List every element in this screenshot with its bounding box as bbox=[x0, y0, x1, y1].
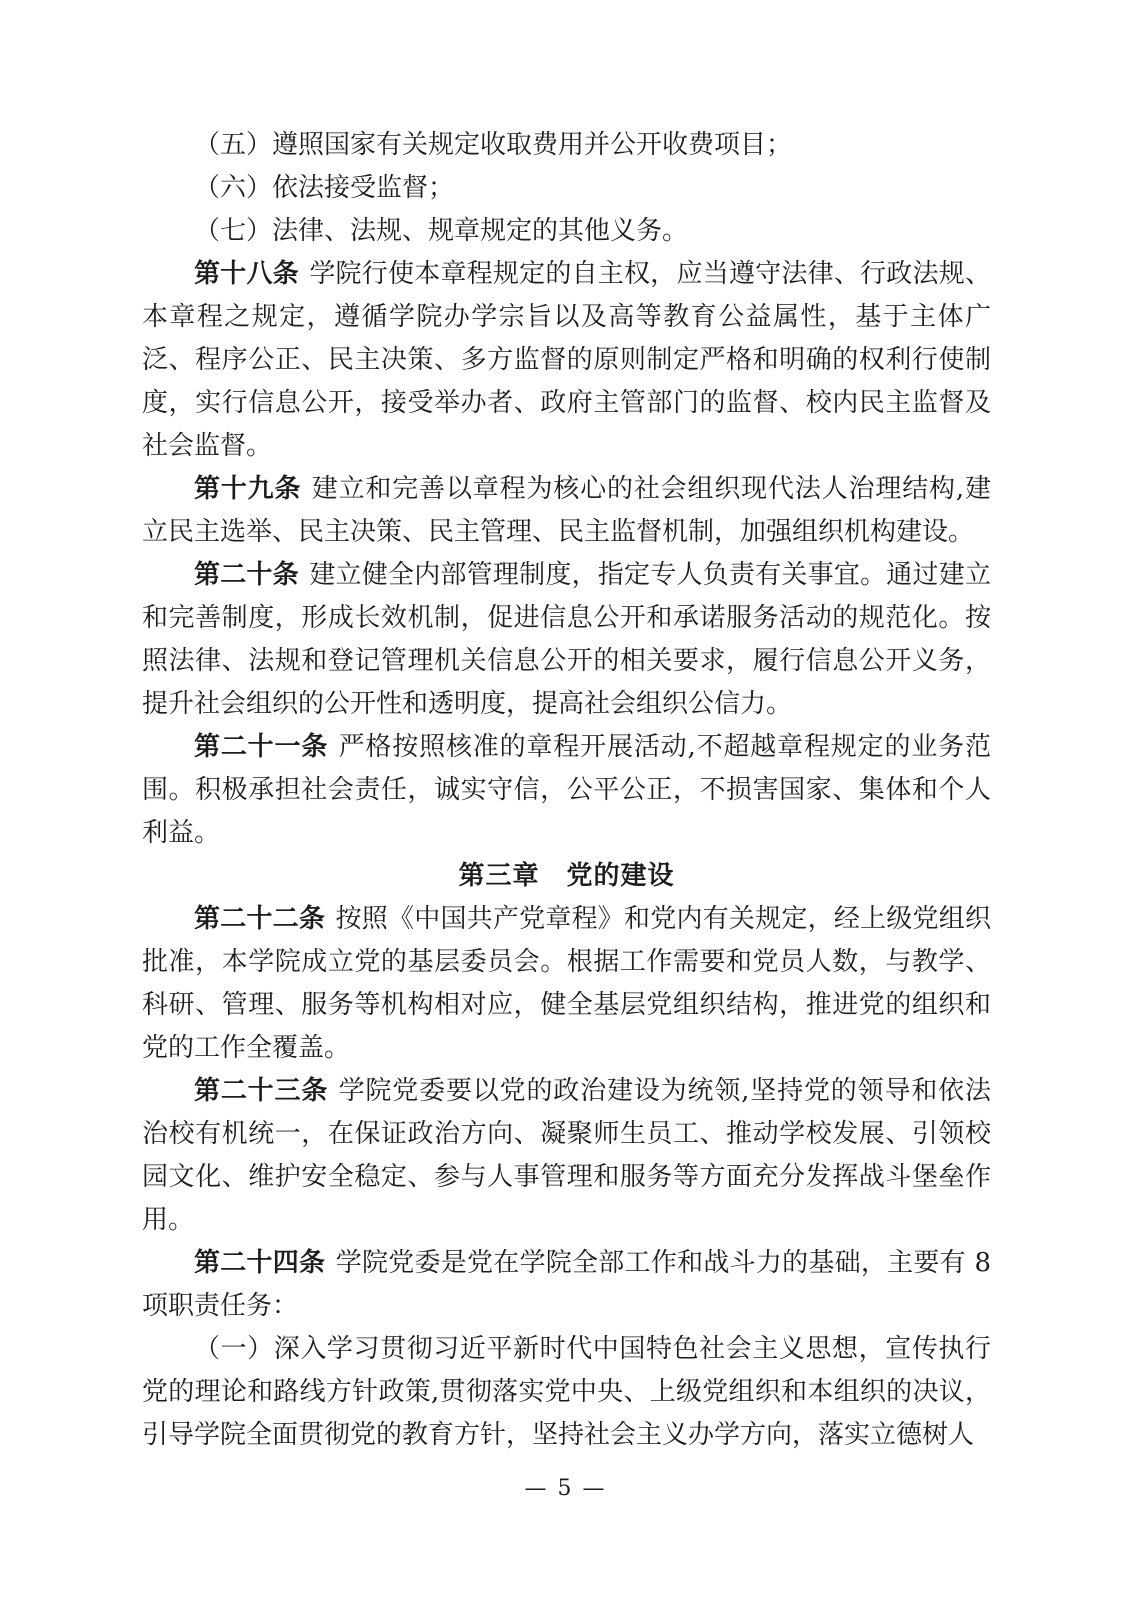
paragraph: （六）依法接受监督； bbox=[194, 173, 455, 203]
article-text: 按照《中国共产党章程》和党内有关规定，经上级党组织批准，本学院成立党的基层委员会。根据工作需要和党员人数，与教学、科研、管理、服务等机构相对应，健全基层党组织结构，推进党的组织和党的工作全覆盖。 bbox=[142, 904, 991, 1063]
article-paragraph bbox=[142, 554, 991, 726]
article-text: 学院党委要以党的政治建设为统领,坚持党的领导和依法治校有机统一，在保证政治方向、凝聚师生员工、推动学校发展、引领校园文化、维护安全稳定、参与人事管理和服务等方面充分发挥战斗堡垒作用。 bbox=[142, 1076, 991, 1235]
paragraph: （七）法律、法规、规章规定的其他义务。 bbox=[194, 216, 689, 246]
page-number: — 5 — bbox=[524, 1476, 607, 1501]
article-number: 第十九条 bbox=[194, 474, 302, 504]
article-number: 第二十三条 bbox=[194, 1076, 329, 1106]
article-paragraph bbox=[142, 1242, 991, 1328]
article-paragraph bbox=[142, 468, 991, 554]
document-body bbox=[142, 124, 991, 1457]
paragraph: （五）遵照国家有关规定收取费用并公开收费项目； bbox=[194, 130, 793, 160]
article-number: 第十八条 bbox=[194, 259, 299, 289]
article-paragraph bbox=[142, 726, 991, 855]
article-text: 学院党委是党在学院全部工作和战斗力的基础，主要有 8 项职责任务： bbox=[142, 1248, 991, 1321]
article-text: 建立和完善以章程为核心的社会组织现代法人治理结构,建立民主选举、民主决策、民主管理、民主监督机制，加强组织机构建设。 bbox=[142, 474, 991, 547]
article-paragraph bbox=[142, 1070, 991, 1242]
paragraph: （一）深入学习贯彻习近平新时代中国特色社会主义思想，宣传执行党的理论和路线方针政策,贯彻落实党中央、上级党组织和本组织的决议，引导学院全面贯彻党的教育方针，坚持社会主义办学方向，落实立德树人 bbox=[142, 1334, 991, 1450]
article-paragraph bbox=[142, 898, 991, 1070]
article-number: 第二十二条 bbox=[194, 904, 326, 934]
article-paragraph bbox=[142, 253, 991, 468]
article-number: 第二十一条 bbox=[194, 732, 329, 762]
article-text: 严格按照核准的章程开展活动,不超越章程规定的业务范围。积极承担社会责任，诚实守信，公平公正，不损害国家、集体和个人利益。 bbox=[142, 732, 991, 848]
page-footer bbox=[0, 1476, 1131, 1501]
article-text: 学院行使本章程规定的自主权，应当遵守法律、行政法规、本章程之规定，遵循学院办学宗旨以及高等教育公益属性，基于主体广泛、程序公正、民主决策、多方监督的原则制定严格和明确的权利行使制度，实行信息公开，接受举办者、政府主管部门的监督、校内民主监督及社会监督。 bbox=[142, 259, 991, 461]
article-text: 建立健全内部管理制度，指定专人负责有关事宜。通过建立和完善制度，形成长效机制，促进信息公开和承诺服务活动的规范化。按照法律、法规和登记管理机关信息公开的相关要求，履行信息公开义务，提升社会组织的公开性和透明度，提高社会组织公信力。 bbox=[142, 560, 991, 719]
article-number: 第二十条 bbox=[194, 560, 299, 590]
article-number: 第二十四条 bbox=[194, 1248, 326, 1278]
chapter-heading: 第三章 党的建设 bbox=[458, 861, 675, 891]
